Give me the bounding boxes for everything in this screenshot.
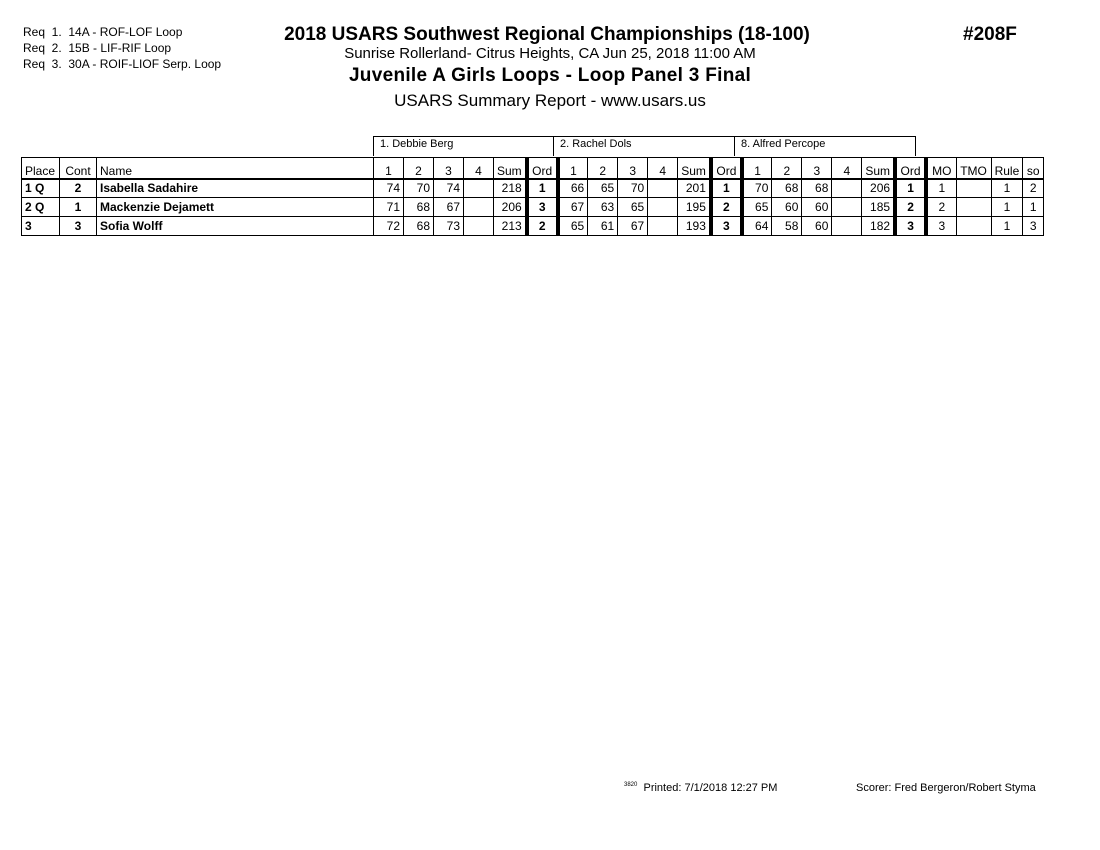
column-header-cont: Cont [60, 158, 97, 179]
so-cell: 1 [1023, 198, 1044, 217]
column-header-sum: Sum [678, 158, 711, 179]
column-header-place: Place [22, 158, 60, 179]
column-header-score: 1 [558, 158, 588, 179]
score-cell: 65 [742, 198, 772, 217]
table-row [22, 179, 1044, 198]
column-header-ord: Ord [895, 158, 926, 179]
score-cell [648, 217, 678, 236]
event-title: Juvenile A Girls Loops - Loop Panel 3 Final [348, 65, 752, 86]
so-cell: 3 [1023, 217, 1044, 236]
skater-name-cell: Sofia Wolff [97, 217, 374, 236]
column-header-sum: Sum [494, 158, 527, 179]
requirement-1: Req 1. 14A - ROF-LOF Loop [23, 25, 183, 39]
column-header-score: 4 [648, 158, 678, 179]
score-cell: 68 [772, 179, 802, 198]
mo-cell: 1 [926, 179, 956, 198]
column-header-score: 1 [374, 158, 404, 179]
sum-cell: 218 [494, 179, 527, 198]
judge-header-3 [734, 136, 916, 156]
ordinal-cell: 2 [895, 198, 926, 217]
score-cell: 67 [618, 217, 648, 236]
judge-name: 2. Rachel Dols [560, 138, 632, 150]
footer-printed [624, 782, 777, 794]
column-header-ord: Ord [711, 158, 742, 179]
skater-name-cell: Mackenzie Dejamett [97, 198, 374, 217]
printed-date: Printed: 7/1/2018 12:27 PM [643, 782, 778, 794]
score-cell [832, 179, 862, 198]
score-cell: 68 [404, 217, 434, 236]
score-cell [464, 179, 494, 198]
table-header-row [22, 158, 1044, 179]
score-cell: 71 [374, 198, 404, 217]
column-header-score: 3 [618, 158, 648, 179]
place-cell: 2 Q [22, 198, 60, 217]
ordinal-cell: 1 [527, 179, 558, 198]
score-cell [648, 179, 678, 198]
score-cell: 58 [772, 217, 802, 236]
column-header-rule: Rule [991, 158, 1023, 179]
report-title: USARS Summary Report - www.usars.us [394, 91, 706, 110]
score-cell: 65 [558, 217, 588, 236]
judge-header-1 [373, 136, 554, 156]
skater-name-cell: Isabella Sadahire [97, 179, 374, 198]
sum-cell: 182 [862, 217, 895, 236]
score-cell: 70 [742, 179, 772, 198]
results-table [21, 157, 1044, 236]
tmo-cell [956, 179, 991, 198]
column-header-sum: Sum [862, 158, 895, 179]
tmo-cell [956, 198, 991, 217]
column-header-score: 1 [742, 158, 772, 179]
sum-cell: 213 [494, 217, 527, 236]
score-cell: 65 [588, 179, 618, 198]
score-cell: 68 [802, 179, 832, 198]
report-code: 3820 [624, 782, 638, 788]
score-cell [464, 217, 494, 236]
score-cell: 67 [558, 198, 588, 217]
sum-cell: 206 [494, 198, 527, 217]
so-cell: 2 [1023, 179, 1044, 198]
tmo-cell [956, 217, 991, 236]
column-header-score: 2 [404, 158, 434, 179]
requirement-2: Req 2. 15B - LIF-RIF Loop [23, 41, 172, 55]
venue-date: Sunrise Rollerland- Citrus Heights, CA Jun 25, 2018 11:00 AM [344, 45, 756, 62]
ordinal-cell: 1 [895, 179, 926, 198]
column-header-score: 2 [772, 158, 802, 179]
judge-header-2 [553, 136, 735, 156]
score-cell [648, 198, 678, 217]
cont-cell: 2 [60, 179, 97, 198]
table-row [22, 217, 1044, 236]
sum-cell: 201 [678, 179, 711, 198]
requirement-3: Req 3. 30A - ROIF-LIOF Serp. Loop [23, 57, 222, 71]
ordinal-cell: 1 [711, 179, 742, 198]
rule-cell: 1 [991, 179, 1023, 198]
sum-cell: 185 [862, 198, 895, 217]
column-header-score: 3 [434, 158, 464, 179]
rule-cell: 1 [991, 217, 1023, 236]
footer-scorer: Scorer: Fred Bergeron/Robert Styma [856, 782, 1036, 794]
sum-cell: 193 [678, 217, 711, 236]
column-header-tmo: TMO [956, 158, 991, 179]
score-cell: 65 [618, 198, 648, 217]
sum-cell: 195 [678, 198, 711, 217]
sum-cell: 206 [862, 179, 895, 198]
table-row [22, 198, 1044, 217]
ordinal-cell: 3 [527, 198, 558, 217]
column-header-ord: Ord [527, 158, 558, 179]
place-cell: 1 Q [22, 179, 60, 198]
rule-cell: 1 [991, 198, 1023, 217]
column-header-so: so [1023, 158, 1044, 179]
score-cell: 70 [404, 179, 434, 198]
ordinal-cell: 2 [711, 198, 742, 217]
judge-name: 8. Alfred Percope [741, 138, 826, 150]
place-cell: 3 [22, 217, 60, 236]
mo-cell: 3 [926, 217, 956, 236]
score-cell: 60 [802, 198, 832, 217]
score-cell: 72 [374, 217, 404, 236]
score-cell: 66 [558, 179, 588, 198]
score-cell: 68 [404, 198, 434, 217]
score-cell: 63 [588, 198, 618, 217]
judge-name: 1. Debbie Berg [380, 138, 454, 150]
ordinal-cell: 3 [711, 217, 742, 236]
ordinal-cell: 3 [895, 217, 926, 236]
score-cell [464, 198, 494, 217]
score-cell: 73 [434, 217, 464, 236]
column-header-score: 4 [464, 158, 494, 179]
cont-cell: 1 [60, 198, 97, 217]
column-header-score: 2 [588, 158, 618, 179]
score-cell: 61 [588, 217, 618, 236]
score-cell [832, 198, 862, 217]
mo-cell: 2 [926, 198, 956, 217]
score-cell [832, 217, 862, 236]
score-cell: 70 [618, 179, 648, 198]
column-header-name: Name [97, 158, 374, 179]
event-number: #208F [963, 24, 1017, 45]
score-cell: 74 [374, 179, 404, 198]
score-cell: 74 [434, 179, 464, 198]
score-cell: 60 [772, 198, 802, 217]
column-header-score: 3 [802, 158, 832, 179]
column-header-score: 4 [832, 158, 862, 179]
competition-title: 2018 USARS Southwest Regional Championships (18-100) [284, 24, 810, 45]
score-cell: 67 [434, 198, 464, 217]
column-header-mo: MO [926, 158, 956, 179]
cont-cell: 3 [60, 217, 97, 236]
score-cell: 64 [742, 217, 772, 236]
ordinal-cell: 2 [527, 217, 558, 236]
score-cell: 60 [802, 217, 832, 236]
